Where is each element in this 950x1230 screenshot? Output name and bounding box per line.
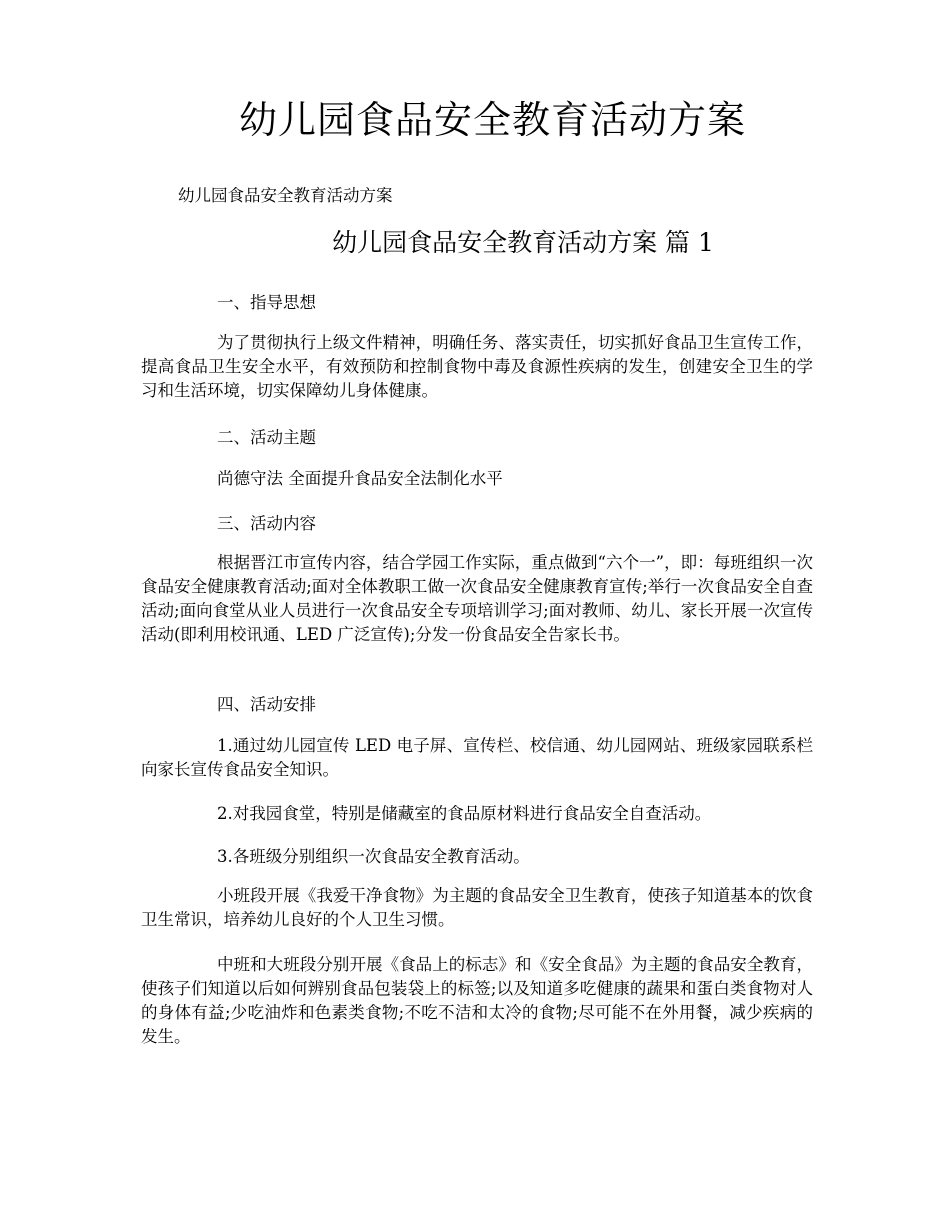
- paragraph-middle-large-class: 中班和大班段分别开展《食品上的标志》和《安全食品》为主题的食品安全教育，使孩子们知道以后如何辨别食品包装袋上的标签;以及知道多吃健康的蔬果和蛋白类食物对人的身体有益;少吃油炸和色素类食物;不吃不洁和太冷的食物;尽可能不在外用餐，减少疾病的发生。: [141, 955, 813, 1046]
- paragraph-arrangement-1: 1.通过幼儿园宣传 LED 电子屏、宣传栏、校信通、幼儿园网站、班级家园联系栏向家长宣传食品安全知识。: [141, 736, 813, 779]
- section-title: 幼儿园食品安全教育活动方案 篇 1: [332, 228, 714, 257]
- paragraph-arrangement-3: 3.各班级分别组织一次食品安全教育活动。: [217, 847, 530, 866]
- heading-guiding-thought: 一、指导思想: [217, 293, 316, 312]
- paragraph-arrangement-2: 2.对我园食堂，特别是储藏室的食品原材料进行食品安全自查活动。: [217, 804, 712, 823]
- paragraph-activity-theme: 尚德守法 全面提升食品安全法制化水平: [217, 469, 503, 488]
- paragraph-activity-content: 根据晋江市宣传内容，结合学园工作实际，重点做到“六个一”，即：每班组织一次食品安全健康教育活动;面对全体教职工做一次食品安全健康教育宣传;举行一次食品安全自查活动;面向食堂从业人员进行一次食品安全专项培训学习;面对教师、幼儿、家长开展一次宣传活动(即利用校讯通、LED 广泛宣传);分发一份食品安全告家长书。: [141, 553, 813, 644]
- document-subtitle: 幼儿园食品安全教育活动方案: [178, 186, 393, 205]
- paragraph-small-class: 小班段开展《我爱干净食物》为主题的食品安全卫生教育，使孩子知道基本的饮食卫生常识，培养幼儿良好的个人卫生习惯。: [141, 886, 813, 929]
- document-title: 幼儿园食品安全教育活动方案: [238, 98, 746, 142]
- heading-activity-content: 三、活动内容: [217, 514, 316, 533]
- heading-activity-arrangement: 四、活动安排: [217, 695, 316, 714]
- heading-activity-theme: 二、活动主题: [217, 428, 316, 447]
- paragraph-guiding-thought: 为了贯彻执行上级文件精神，明确任务、落实责任，切实抓好食品卫生宣传工作，提高食品卫生安全水平，有效预防和控制食物中毒及食源性疾病的发生，创建安全卫生的学习和生活环境，切实保障幼儿身体健康。: [141, 333, 813, 400]
